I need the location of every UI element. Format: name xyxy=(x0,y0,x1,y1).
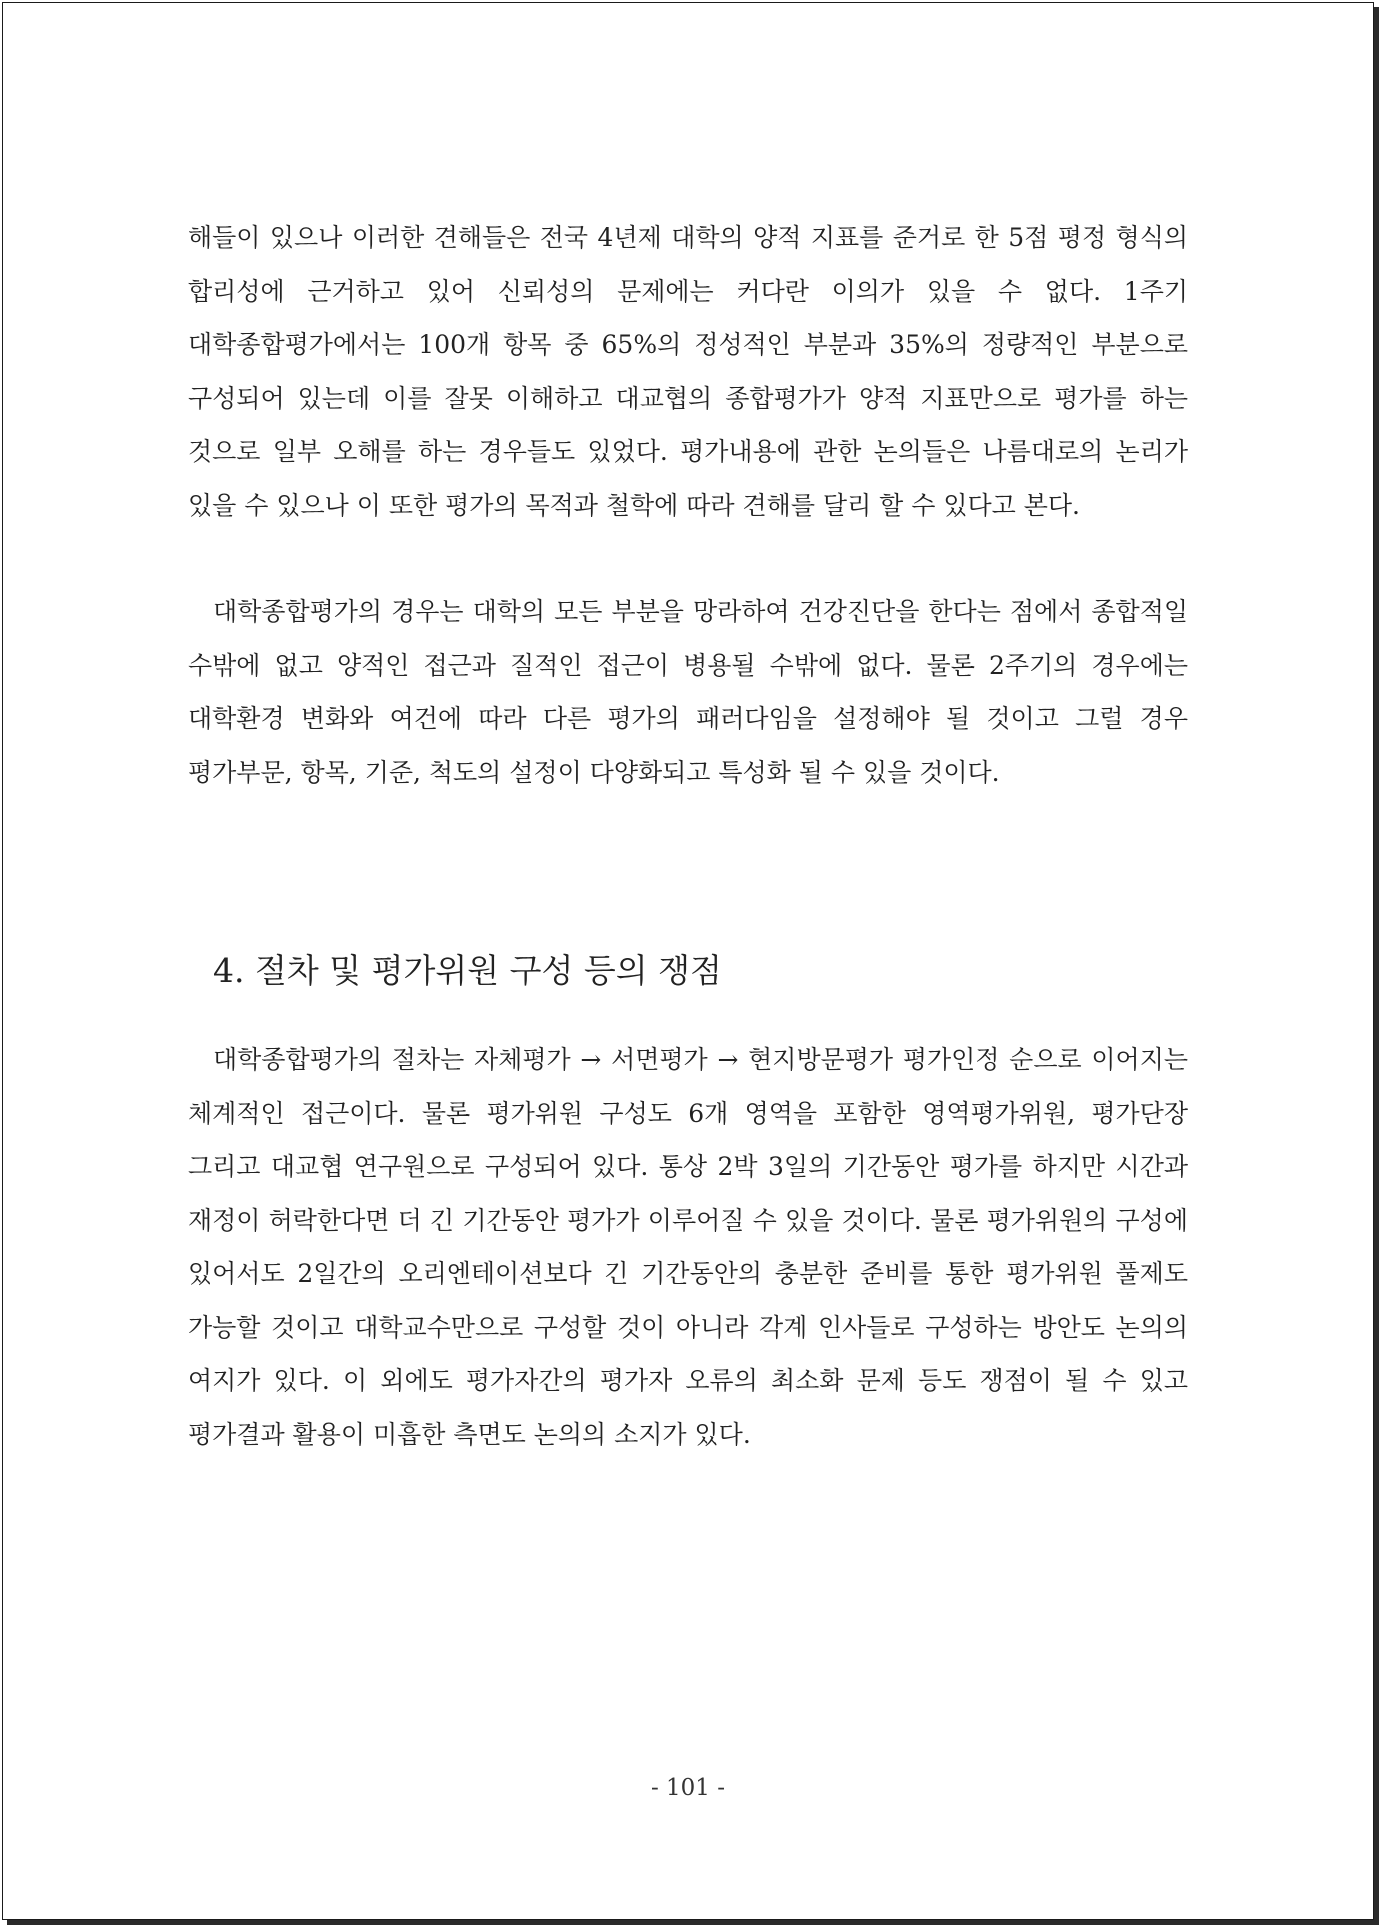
body-paragraph: 대학종합평가의 경우는 대학의 모든 부분을 망라하여 건강진단을 한다는 점에서 종합적일 수밖에 없고 양적인 접근과 질적인 접근이 병용될 수밖에 없다. 물론 2주기의 경우에는 대학환경 변화와 여건에 따라 다른 평가의 패러다임을 설정해야 될 것이고 그럴 경우 평가부문, 항목, 기준, 척도의 설정이 다양화되고 특성화 될 수 있을 것이다. xyxy=(188,597,1188,787)
body-paragraph: 대학종합평가의 절차는 자체평가 → 서면평가 → 현지방문평가 평가인정 순으로 이어지는 체계적인 접근이다. 물론 평가위원 구성도 6개 영역을 포함한 영역평가위원, 평가단장 그리고 대교협 연구원으로 구성되어 있다. 통상 2박 3일의 기간동안 평가를 하지만 시간과 재정이 허락한다면 더 긴 기간동안 평가가 이루어질 수 있을 것이다. 물론 평가위원의 구성에 있어서도 2일간의 오리엔테이션보다 긴 기간동안의 충분한 준비를 통한 평가위원 풀제도 가능할 것이고 대학교수만으로 구성할 것이 아니라 각계 인사들로 구성하는 방안도 논의의 여지가 있다. 이 외에도 평가자간의 평가자 오류의 최소화 문제 등도 쟁점이 될 수 있고 평가결과 활용이 미흡한 측면도 논의의 소지가 있다. xyxy=(188,1045,1188,1449)
page-number: - 101 - xyxy=(650,1775,726,1801)
body-paragraph: 해들이 있으나 이러한 견해들은 전국 4년제 대학의 양적 지표를 준거로 한 5점 평정 형식의 합리성에 근거하고 있어 신뢰성의 문제에는 커다란 이의가 있을 수 없다. 1주기 대학종합평가에서는 100개 항목 중 65%의 정성적인 부분과 35%의 정량적인 부분으로 구성되어 있는데 이를 잘못 이해하고 대교협의 종합평가가 양적 지표만으로 평가를 하는 것으로 일부 오해를 하는 경우들도 있었다. 평가내용에 관한 논의들은 나름대로의 논리가 있을 수 있으나 이 또한 평가의 목적과 철학에 따라 견해를 달리 할 수 있다고 본다. xyxy=(188,223,1188,520)
document-page xyxy=(2,2,1374,1920)
section-heading: 4. 절차 및 평가위원 구성 등의 쟁점 xyxy=(213,951,722,990)
